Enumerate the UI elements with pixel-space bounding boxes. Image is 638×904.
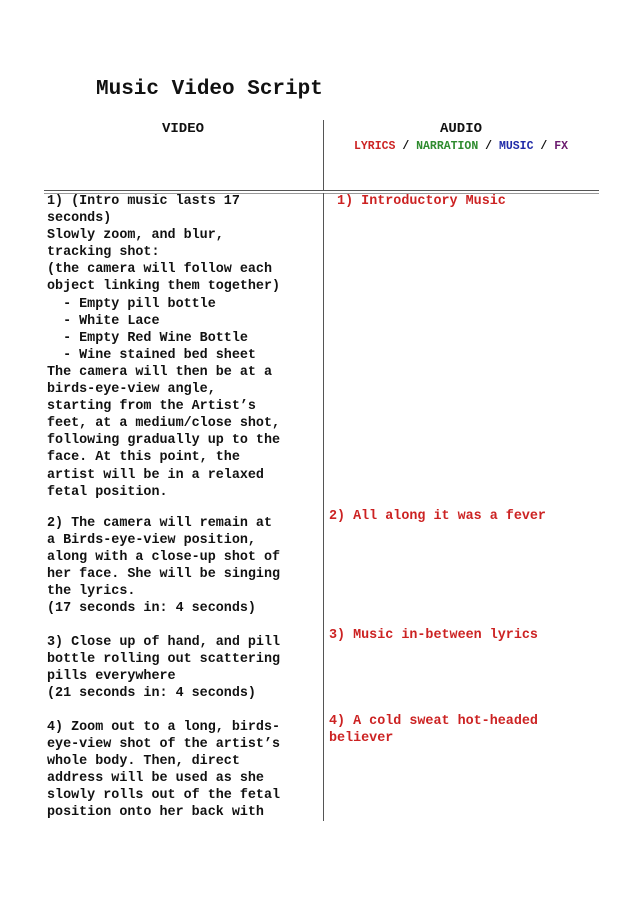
column-divider-header	[323, 120, 324, 190]
video-cell-3: 3) Close up of hand, and pill bottle rolling out scattering pills everywhere (21 seconds in: 4 seconds)	[47, 635, 281, 702]
audio-cell-1: 1) Introductory Music	[329, 194, 506, 209]
legend-music: MUSIC	[498, 140, 534, 153]
audio-cell-4: 4) A cold sweat hot-headed believer	[329, 714, 538, 747]
legend-separator: /	[402, 140, 410, 153]
legend-lyrics: LYRICS	[353, 140, 396, 153]
video-cell-2: 2) The camera will remain at a Birds-eye-view position, along with a close-up shot of her face. She will be singing the lyrics. (17 seconds in: 4 seconds)	[47, 516, 281, 617]
column-divider-body	[323, 193, 324, 821]
header-rule	[44, 190, 599, 191]
legend-fx: FX	[554, 140, 569, 153]
audio-cell-2: 2) All along it was a fever	[329, 509, 546, 524]
video-cell-1: 1) (Intro music lasts 17 seconds) Slowly zoom, and blur, tracking shot: (the camera will follow each object linking them together) - Empty pill bottle - White Lace - Empty Red Wine Bottle - Wine stained bed sheet The camera will then be at a birds-eye-view angle, starting from the Artist’s feet, at a medium/close shot, following gradually up to the face. At this point, the artist will be in a relaxed fetal position.	[47, 194, 281, 500]
video-column-header: VIDEO	[161, 121, 204, 137]
legend-narration: NARRATION	[416, 140, 479, 153]
video-cell-4: 4) Zoom out to a long, birds- eye-view shot of the artist’s whole body. Then, direct address will be used as she slowly rolls out of the fetal position onto her back with	[47, 720, 281, 821]
audio-cell-3: 3) Music in-between lyrics	[329, 628, 538, 643]
legend-separator: /	[540, 140, 548, 153]
document-title: Music Video Script	[96, 78, 323, 101]
legend-separator: /	[485, 140, 493, 153]
audio-column-header: AUDIO	[439, 121, 482, 137]
audio-legend	[324, 140, 598, 153]
